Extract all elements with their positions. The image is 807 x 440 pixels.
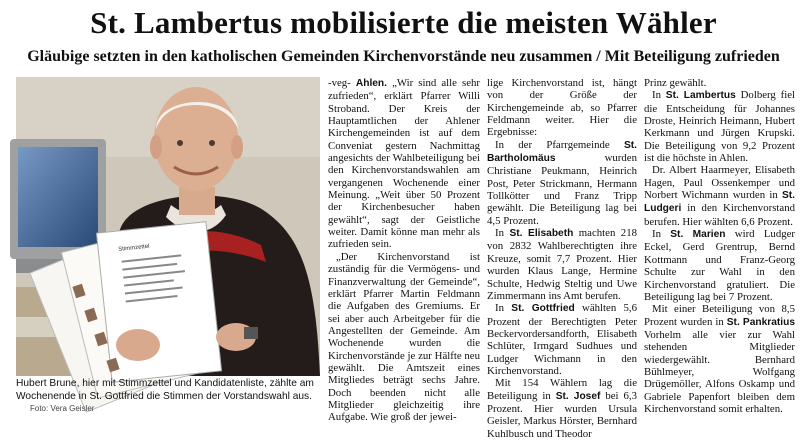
paragraph-text: Vorhelm alle vier zur Wahl stehenden Mitglieder wiedergewählt. Bernhard Bühlmeyer, Wolfgang Drügemöller, Alfons Oskamp und Gabriele Papenfort bleiben dem Kirchenvorstand somit erhalten. (644, 328, 795, 415)
paragraph (487, 227, 637, 302)
photo-caption (16, 378, 322, 416)
parish-name: St. Gottfried (511, 303, 575, 315)
paragraph-text: wurden Christiane Peukmann, Heinrich Post, Peter Strickmann, Hermann Tollkötter und Franz Tripp gewählt. Die Beteiligung lag bei 4,5 Prozent. (487, 152, 637, 227)
paragraph-text: In (652, 89, 666, 102)
paragraph (644, 303, 795, 415)
article-column-2 (487, 77, 638, 440)
paragraph-text: Mit 154 Wählern lag die Beteiligung in (487, 377, 637, 402)
caption-text: Hubert Brune, hier mit Stimmzettel und Kandidatenliste, zählte am Wochenende in St. Gottfried die Stimmen der Vorstandswahl aus. (16, 378, 314, 402)
paragraph-text: in den Kirchenvorstand berufen. Hier wählten 6,6 Prozent. (644, 202, 795, 228)
paragraph-text: In der Pfarrgemeinde (495, 138, 624, 151)
article-column-1 (328, 77, 480, 424)
photo-illustration (16, 77, 320, 376)
paragraph (644, 228, 795, 303)
paragraph-text: In (495, 227, 510, 240)
paragraph: „Der Kirchenvorstand ist zuständig für die Vermögens- und Finanzverwaltung der Gemeinde“, erklärt Pfarrer Martin Feldmann die Aufgaben des Gremiums. Er sei aber auch Arbeitgeber für die Angestellten der Gemeinde. Am Wochenende wurden die Kirchenvorstände je zur Hälfte neu gewählt. Die Amtszeit eines Mitgliedes beträgt sechs Jahre. Doch beenden nicht alle Mitglieder gleichzeitig ihre Aufgabe. Wie groß der jewei- (328, 250, 480, 424)
paragraph-text: In (652, 228, 671, 241)
paragraph: Prinz gewählt. (644, 77, 707, 89)
dateline: -veg- (328, 77, 356, 89)
paragraph-text: wählten 5,6 Prozent der Berechtigten Peter Beckervordersandforth, Elisabeth Schlüter, Irmgard Sudhues und Ludger Wichmann in den Kirchenvorstand. (487, 302, 638, 377)
paragraph (328, 77, 480, 251)
parish-name: St. Bartholomäus (487, 139, 637, 165)
ballot-title: Stimmzettel (118, 243, 150, 253)
paragraph-text: machten 218 von 2832 Wahlberechtigten ihre Kreuze, somit 7,7 Prozent. Hier wurden Klaus Lange, Hermine Schulte, Hedwig Steltig und Uwe Zimmermann ins Amt berufen. (487, 227, 638, 302)
paragraph-text: Dolberg fiel die Entscheidung für Johannes Droste, Heinrich Heimann, Hubert Kerkmann und Jürgen Krupski. Die Beteiligung von 9,2 Prozent ist die höchste in Ahlen. (644, 89, 795, 165)
article-photo (16, 77, 320, 376)
paragraph-text: Mit einer Beteiligung von 8,5 Prozent wurden in (644, 303, 795, 328)
parish-name: St. Ludgeri (644, 190, 795, 215)
paragraph-text: bei 6,3 Prozent. Hier wurden Ursula Geisler, Markus Hörster, Bernhard Kuhlbusch und Theodor (487, 389, 637, 440)
parish-name: St. Pankratius (726, 316, 795, 328)
paragraph: lige Kirchenvorstand ist, hängt von der Größe der Kirchengemeinde ab, so Pfarrer Feldmann weiter. Hier die Ergebnisse: (487, 77, 637, 139)
dateline-place: Ahlen. (355, 78, 387, 89)
subheadline: Gläubige setzten in den katholischen Gemeinden Kirchenvorstände neu zusammen / Mit Beteiligung zufrieden (27, 48, 780, 65)
parish-name: St. Marien (670, 229, 726, 241)
paragraph-text: wird Ludger Eckel, Gerd Grentrup, Bernd Kottmann und Franz-Georg Schulte zur Wahl in den Kirchenvorstand gratuliert. Die Beteiligung lag bei 7 Prozent. (644, 228, 796, 303)
parish-name: St. Josef (555, 390, 601, 402)
paragraph (487, 302, 637, 377)
paragraph (644, 164, 795, 228)
paragraph-text: „Wir sind alle sehr zufrieden“, erklärt Pfarrer Willi Stroband. Der Kreis der Hauptamtlichen der Ahlener Kirchengemeinden ist auf dem Conveniat gestern Nachmittag angesichts der Wahlbeteiligung bei den Kirchenvorstandswahlen am vergangenen Wochenende einer Meinung. „Weit über 50 Prozent der Kirchenbesucher haben gewählt“, sagt der Geistliche weiter. Damit könne man mehr als zufrieden sein. (328, 77, 480, 251)
photo-credit: Foto: Vera Geisler (30, 404, 95, 413)
headline: St. Lambertus mobilisierte die meisten Wähler (90, 5, 717, 40)
paragraph (487, 377, 637, 440)
paragraph (487, 139, 637, 227)
article-column-3 (644, 77, 795, 414)
paragraph-text: In (495, 302, 512, 315)
paragraph (644, 89, 795, 164)
paragraph-text: Dr. Albert Haarmeyer, Elisabeth Hagen, Paul Ossenkemper und Norbert Wichmann wurden in (644, 164, 795, 202)
parish-name: St. Elisabeth (509, 228, 574, 240)
parish-name: St. Lambertus (665, 90, 736, 102)
